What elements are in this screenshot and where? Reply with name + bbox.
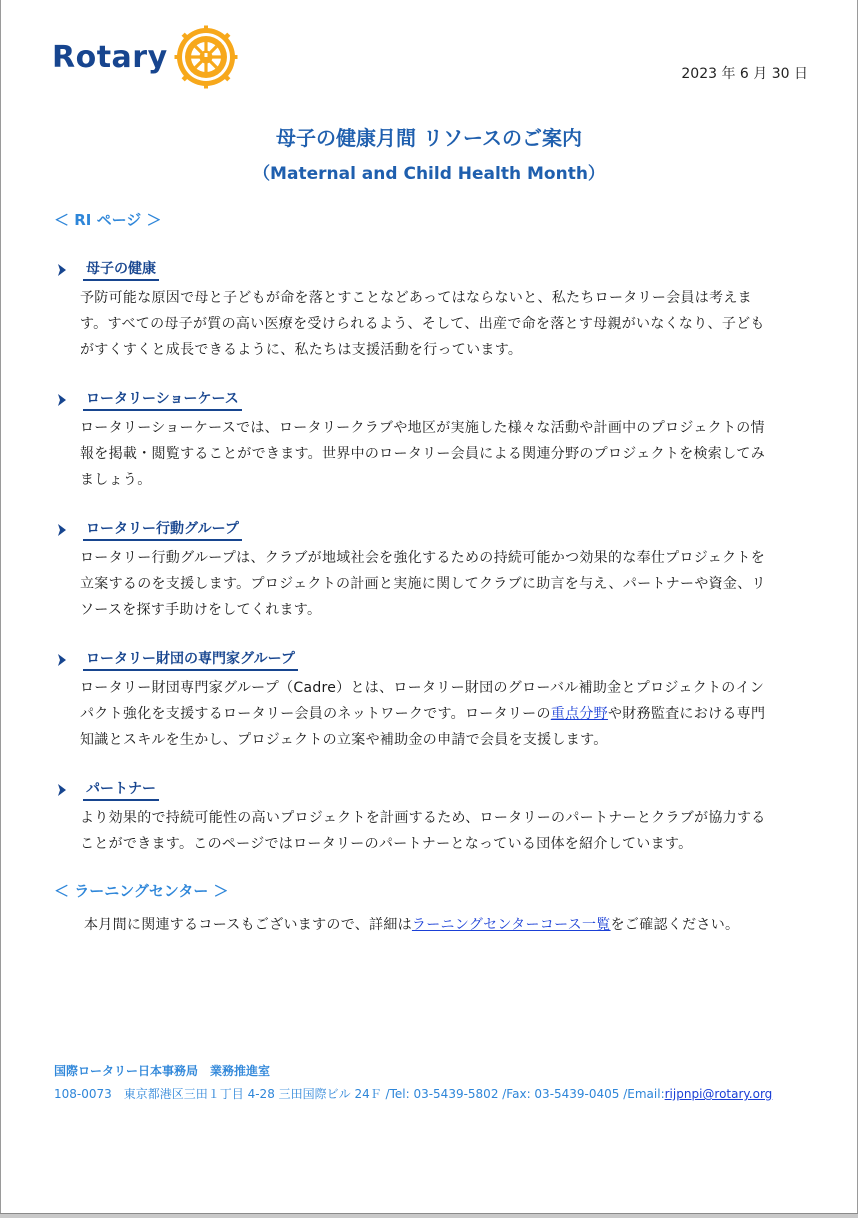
item-maternal-child-health xyxy=(54,259,814,363)
body-line: より効果的で持続可能性の高いプロジェクトを計画するため、ロータリーのパートナーとクラブが協力する xyxy=(80,810,766,826)
footer-address xyxy=(54,1085,772,1102)
body-line: 知識とスキルを生かし、プロジェクトの立案や補助金の申請で会員を支援します。 xyxy=(80,732,608,748)
page-title: 母子の健康月間 リソースのご案内 xyxy=(276,126,582,150)
body-line: ソースを探す手助けをしてくれます。 xyxy=(80,602,322,618)
body-line: ロータリーショーケースでは、ロータリークラブや地区が実施した様々な活動や計画中のプロジェクトの情 xyxy=(80,420,765,436)
item-rotary-showcase xyxy=(54,389,814,493)
ri-page-heading: ＜ RI ページ ＞ xyxy=(54,211,162,229)
item-body xyxy=(80,675,814,753)
body-line: がすくすくと成長できるように、私たちは支援活動を行っています。 xyxy=(80,342,523,358)
item-body xyxy=(80,805,814,857)
learning-center-course-link[interactable]: ラーニングセンターコース一覧 xyxy=(411,917,611,933)
body-line: す。すべての母子が質の高い医療を受けられるよう、そして、出産で命を落とす母親がいなくなり、子ども xyxy=(80,316,765,332)
body-text: や財務監査における専門 xyxy=(607,706,766,722)
item-foundation-cadre xyxy=(54,649,814,753)
email-link[interactable]: rijpnpi@rotary.org xyxy=(664,1087,773,1101)
item-title-link[interactable]: ロータリーショーケース xyxy=(83,390,242,411)
body-line: ロータリー財団専門家グループ（Cadre）とは、ロータリー財団のグローバル補助金とプロジェクトのイン xyxy=(80,680,765,696)
item-partners xyxy=(54,779,814,857)
body-line: ことができます。このページではロータリーのパートナーとなっている団体を紹介しています。 xyxy=(80,836,693,852)
learning-center-text xyxy=(84,912,739,938)
page-border-bottom xyxy=(0,1213,858,1218)
item-title-link[interactable]: ロータリー行動グループ xyxy=(83,520,242,541)
document-date: 2023 年 6 月 30 日 xyxy=(681,66,808,82)
chevron-right-icon xyxy=(54,782,70,798)
areas-of-focus-link[interactable]: 重点分野 xyxy=(550,706,608,722)
body-text: パクト強化を支援するロータリー会員のネットワークです。ロータリーの xyxy=(80,706,551,722)
chevron-right-icon xyxy=(54,652,70,668)
item-body xyxy=(80,545,814,623)
item-body xyxy=(80,415,814,493)
chevron-right-icon xyxy=(54,392,70,408)
item-title-link[interactable]: 母子の健康 xyxy=(83,260,159,281)
learning-center-heading: ＜ ラーニングセンター ＞ xyxy=(54,882,229,900)
rotary-wheel-icon xyxy=(174,25,238,89)
item-rotary-action-groups xyxy=(54,519,814,623)
logo-text: Rotary xyxy=(52,39,168,75)
body-line xyxy=(80,701,814,727)
chevron-right-icon xyxy=(54,522,70,538)
page-subtitle: （Maternal and Child Health Month） xyxy=(253,164,605,184)
footer-address-text: 108-0073 東京都港区三田１丁目 4-28 三田国際ビル 24Ｆ /Tel: 03-5439-5802 /Fax: 03-5439-0405 /Email: xyxy=(54,1087,665,1101)
body-line: ましょう。 xyxy=(80,472,152,488)
footer-office: 国際ロータリー日本事務局 業務推進室 xyxy=(54,1064,271,1078)
body-line: 報を掲載・閲覧することができます。世界中のロータリー会員による関連分野のプロジェクトを検索してみ xyxy=(80,446,765,462)
item-title-link[interactable]: パートナー xyxy=(83,780,159,801)
item-body xyxy=(80,285,814,363)
body-line: 立案するのを支援します。プロジェクトの計画と実施に関してクラブに助言を与え、パートナーや資金、リ xyxy=(80,576,766,592)
body-text: 本月間に関連するコースもございますので、詳細は xyxy=(84,917,412,933)
body-text: をご確認ください。 xyxy=(610,917,740,933)
body-line: ロータリー行動グループは、クラブが地域社会を強化するための持続可能かつ効果的な奉仕プロジェクトを xyxy=(80,550,765,566)
item-title-link[interactable]: ロータリー財団の専門家グループ xyxy=(83,650,298,671)
body-line: 予防可能な原因で母と子どもが命を落とすことなどあってはならないと、私たちロータリー会員は考えま xyxy=(80,290,752,306)
rotary-logo xyxy=(52,24,238,90)
chevron-right-icon xyxy=(54,262,70,278)
